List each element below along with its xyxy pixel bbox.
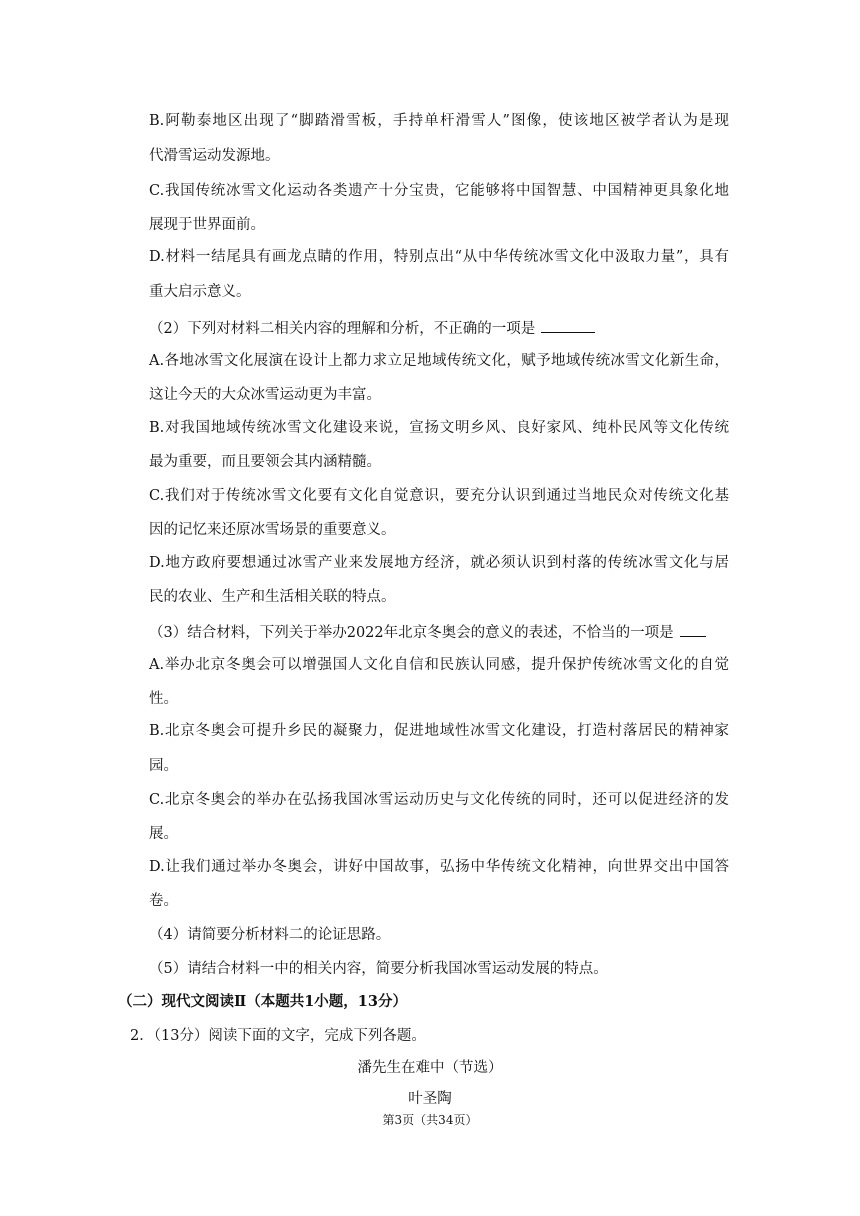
subquestion-5: （5）请结合材料一中的相关内容，简要分析我国冰雪运动发展的特点。: [149, 961, 608, 977]
q2-option-a-line-2: 这让今天的大众冰雪运动更为丰富。: [149, 387, 381, 403]
q3-option-a-line-1: A.举办北京冬奥会可以增强国人文化自信和民族认同感，提升保护传统冰雪文化的自觉: [149, 657, 729, 673]
q2-option-b-line-1: B.对我国地域传统冰雪文化建设来说，宣扬文明乡风、良好家风、纯朴民风等文化传统: [149, 420, 729, 436]
subquestion-2-text: （2）下列对材料二相关内容的理解和分析，不正确的一项是: [149, 321, 536, 337]
option-d-line-1: D.材料一结尾具有画龙点睛的作用，特别点出“从中华传统冰雪文化中汲取力量”，具有: [149, 249, 729, 265]
q2-option-b-line-2: 最为重要，而且要领会其内涵精髓。: [149, 454, 381, 470]
option-c-line-2: 展现于世界面前。: [149, 217, 265, 233]
q3-option-c-line-1: C.北京冬奥会的举办在弘扬我国冰雪运动历史与文化传统的同时，还可以促进经济的发: [149, 792, 729, 808]
q2-option-c-line-1: C.我们对于传统冰雪文化要有文化自觉意识，要充分认识到通过当地民众对传统文化基: [149, 488, 729, 504]
option-b-line-1: B.阿勒泰地区出现了“脚踏滑雪板，手持单杆滑雪人”图像，使该地区被学者认为是现: [149, 113, 729, 129]
section-heading: （二）现代文阅读Ⅱ（本题共1小题，13分）: [118, 993, 407, 1010]
q3-option-b-line-2: 园。: [149, 758, 178, 774]
page-footer: 第3页（共34页）: [382, 1113, 478, 1127]
question-2-prompt: 2．（13分）阅读下面的文字，完成下列各题。: [130, 1028, 426, 1044]
article-title: 潘先生在难中（节选）: [357, 1060, 503, 1076]
q2-option-d-line-1: D.地方政府要想通过冰雪产业来发展地方经济，就必须认识到村落的传统冰雪文化与居: [149, 555, 729, 571]
q3-option-d-line-1: D.让我们通过举办冬奥会，讲好中国故事，弘扬中华传统文化精神，向世界交出中国答: [149, 859, 729, 875]
option-d-line-2: 重大启示意义。: [149, 284, 251, 300]
answer-blank[interactable]: [541, 318, 595, 333]
q3-option-c-line-2: 展。: [149, 826, 178, 842]
article-author: 叶圣陶: [408, 1091, 452, 1107]
answer-blank[interactable]: [680, 622, 706, 637]
q2-option-a-line-1: A.各地冰雪文化展演在设计上都力求立足地域传统文化，赋予地域传统冰雪文化新生命，: [149, 353, 729, 369]
subquestion-2: [149, 318, 595, 338]
subquestion-3-text: （3）结合材料，下列关于举办2022年北京冬奥会的意义的表述，不恰当的一项是: [149, 625, 674, 641]
q2-option-c-line-2: 因的记忆来还原冰雪场景的重要意义。: [149, 522, 396, 538]
subquestion-4: （4）请简要分析材料二的论证思路。: [149, 927, 391, 943]
option-b-line-2: 代滑雪运动发源地。: [149, 148, 280, 164]
subquestion-3: [149, 622, 706, 642]
q3-option-d-line-2: 卷。: [149, 893, 178, 909]
q2-option-d-line-2: 民的农业、生产和生活相关联的特点。: [149, 589, 396, 605]
option-c-line-1: C.我国传统冰雪文化运动各类遗产十分宝贵，它能够将中国智慧、中国精神更具象化地: [149, 183, 729, 199]
q3-option-b-line-1: B.北京冬奥会可提升乡民的凝聚力，促进地域性冰雪文化建设，打造村落居民的精神家: [149, 723, 729, 739]
q3-option-a-line-2: 性。: [149, 691, 178, 707]
